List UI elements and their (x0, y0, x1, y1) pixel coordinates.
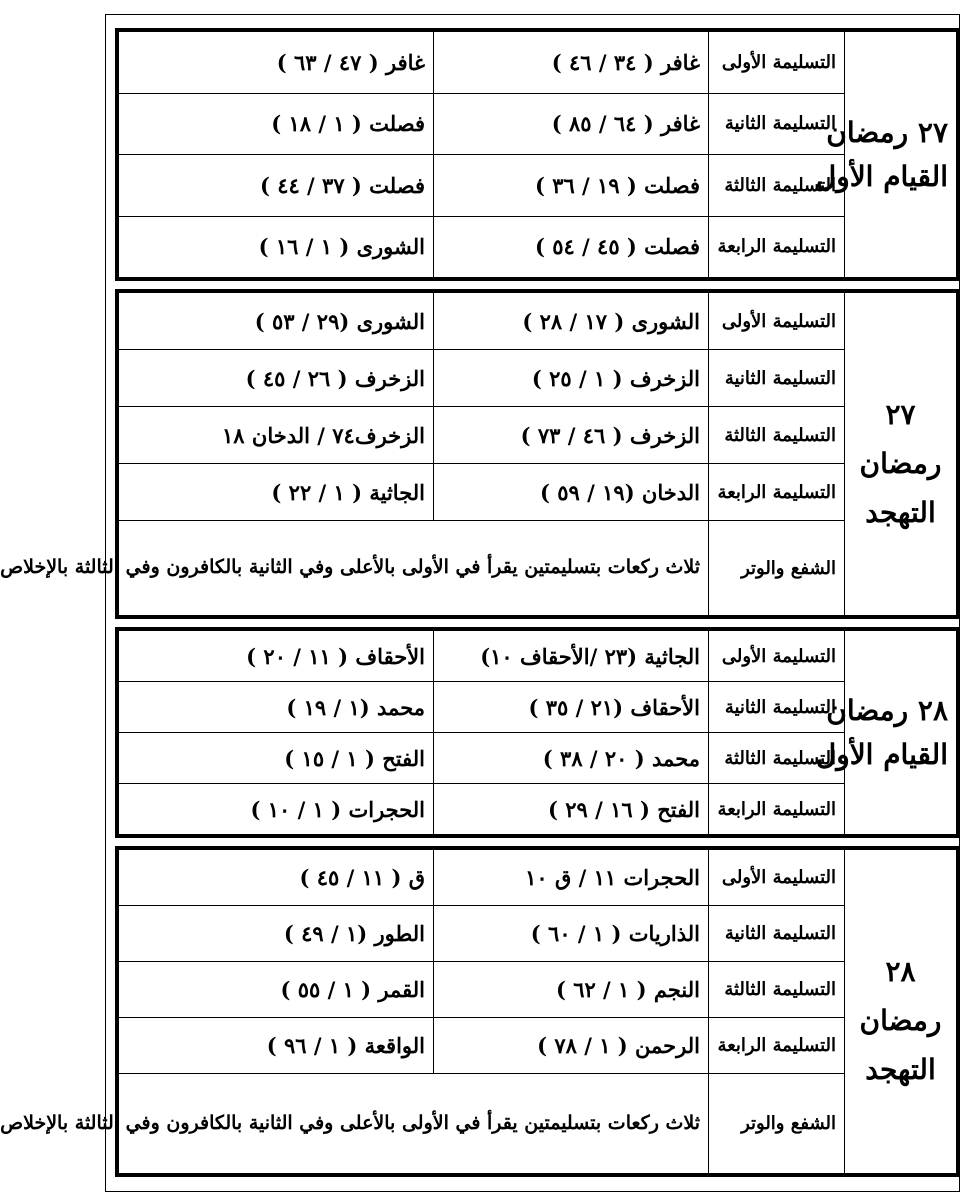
day-line: ٢٨ (885, 955, 916, 988)
reading-first-half: الدخان (١٩ / ٥٩ ) (434, 464, 709, 521)
reading-first-half: الشورى ( ١٧ / ٢٨ ) (434, 293, 709, 350)
reading-first-half: الأحقاف (٢١ / ٣٥ ) (434, 682, 709, 733)
reading-second-half: الفتح ( ١ / ١٥ ) (119, 733, 434, 784)
reading-second-half: فصلت ( ٣٧ / ٤٤ ) (119, 155, 434, 217)
reading-second-half: القمر ( ١ / ٥٥ ) (119, 962, 434, 1018)
reading-second-half: محمد (١ / ١٩ ) (119, 682, 434, 733)
taslima-label: التسليمة الأولى (709, 631, 845, 682)
witr-note: ثلاث ركعات بتسليمتين يقرأ في الأولى بالأعلى وفي الثانية بالكافرون وفي الثالثة بالإخلاص (119, 521, 709, 616)
table-row (119, 293, 957, 350)
day-line: ٢٨ رمضان (826, 694, 948, 728)
day-line: ٢٧ رمضان (826, 116, 948, 150)
taslima-label: التسليمة الرابعة (709, 784, 845, 835)
table-row (119, 464, 957, 521)
table-row (119, 1018, 957, 1074)
reading-first-half: الذاريات ( ١ / ٦٠ ) (434, 906, 709, 962)
reading-first-half: الرحمن ( ١ / ٧٨ ) (434, 1018, 709, 1074)
taslima-label: التسليمة الثالثة (709, 962, 845, 1018)
day-line: التهجد (865, 1053, 936, 1086)
witr-label: الشفع والوتر (709, 1074, 845, 1174)
reading-first-half: فصلت ( ٤٥ / ٥٤ ) (434, 216, 709, 278)
day-line: القيام الأول (815, 159, 948, 193)
taslima-label: التسليمة الثانية (709, 682, 845, 733)
taslima-label: التسليمة الرابعة (709, 216, 845, 278)
reading-second-half: الحجرات ( ١ / ١٠ ) (119, 784, 434, 835)
day-line: التهجد (865, 495, 936, 529)
schedule-table (118, 630, 957, 835)
taslima-label: التسليمة الأولى (709, 293, 845, 350)
reading-second-half: الزخرف ( ٢٦ / ٤٥ ) (119, 350, 434, 407)
taslima-label: التسليمة الأولى (709, 32, 845, 94)
schedule-block-28-tahajjud (0, 846, 960, 1177)
reading-first-half: فصلت ( ١٩ / ٣٦ ) (434, 155, 709, 217)
witr-note: ثلاث ركعات بتسليمتين يقرأ في الأولى بالأعلى وفي الثانية بالكافرون وفي الثالثة بالإخلاص (119, 1074, 709, 1174)
day-line: القيام الأول (815, 737, 948, 771)
table-row (119, 962, 957, 1018)
schedule-block-27-qiyam (115, 28, 960, 281)
taslima-label: التسليمة الثانية (709, 906, 845, 962)
reading-first-half: الزخرف ( ٤٦ / ٧٣ ) (434, 407, 709, 464)
table-row (119, 350, 957, 407)
taslima-label: التسليمة الرابعة (709, 1018, 845, 1074)
day-cell (815, 631, 957, 835)
table-row (119, 32, 957, 94)
day-line: رمضان (859, 1004, 942, 1037)
reading-second-half: الأحقاف ( ١١ / ٢٠ ) (119, 631, 434, 682)
taslima-label: التسليمة الرابعة (709, 464, 845, 521)
reading-first-half: غافر ( ٣٤ / ٤٦ ) (434, 32, 709, 94)
reading-first-half: الزخرف ( ١ / ٢٥ ) (434, 350, 709, 407)
taslima-label: التسليمة الثالثة (709, 407, 845, 464)
table-row (119, 521, 957, 616)
schedule-table (0, 849, 957, 1174)
table-row (119, 407, 957, 464)
table-row (119, 216, 957, 278)
taslima-label: التسليمة الثالثة (709, 155, 845, 217)
reading-second-half: غافر ( ٤٧ / ٦٣ ) (119, 32, 434, 94)
reading-second-half: الشورى (٢٩ / ٥٣ ) (119, 293, 434, 350)
table-row (119, 784, 957, 835)
reading-second-half: الواقعة ( ١ / ٩٦ ) (119, 1018, 434, 1074)
schedule-table (118, 31, 957, 278)
table-row (119, 1074, 957, 1174)
schedule-block-27-tahajjud (0, 289, 960, 619)
reading-first-half: الجاثية (٢٣ /الأحقاف ١٠) (434, 631, 709, 682)
reading-first-half: محمد ( ٢٠ / ٣٨ ) (434, 733, 709, 784)
taslima-label: التسليمة الثانية (709, 93, 845, 155)
table-row (119, 906, 957, 962)
day-line: ٢٧ (885, 397, 916, 431)
day-cell (845, 850, 957, 1174)
taslima-label: التسليمة الثانية (709, 350, 845, 407)
reading-first-half: النجم ( ١ / ٦٢ ) (434, 962, 709, 1018)
day-cell (815, 32, 957, 278)
reading-first-half: الحجرات ١١ / ق ١٠ (434, 850, 709, 906)
taslima-label: التسليمة الأولى (709, 850, 845, 906)
reading-second-half: فصلت ( ١ / ١٨ ) (119, 93, 434, 155)
taslima-label: التسليمة الثالثة (709, 733, 845, 784)
reading-first-half: الفتح ( ١٦ / ٢٩ ) (434, 784, 709, 835)
reading-first-half: غافر ( ٦٤ / ٨٥ ) (434, 93, 709, 155)
day-cell (845, 293, 957, 616)
reading-second-half: الشورى ( ١ / ١٦ ) (119, 216, 434, 278)
table-row (119, 850, 957, 906)
table-row (119, 631, 957, 682)
day-line: رمضان (859, 446, 942, 480)
reading-second-half: الزخرف٧٤ / الدخان ١٨ (119, 407, 434, 464)
witr-label: الشفع والوتر (709, 521, 845, 616)
reading-second-half: ق ( ١١ / ٤٥ ) (119, 850, 434, 906)
schedule-table (0, 292, 957, 616)
reading-second-half: الجاثية ( ١ / ٢٢ ) (119, 464, 434, 521)
reading-second-half: الطور (١ / ٤٩ ) (119, 906, 434, 962)
schedule-block-28-qiyam (115, 627, 960, 838)
